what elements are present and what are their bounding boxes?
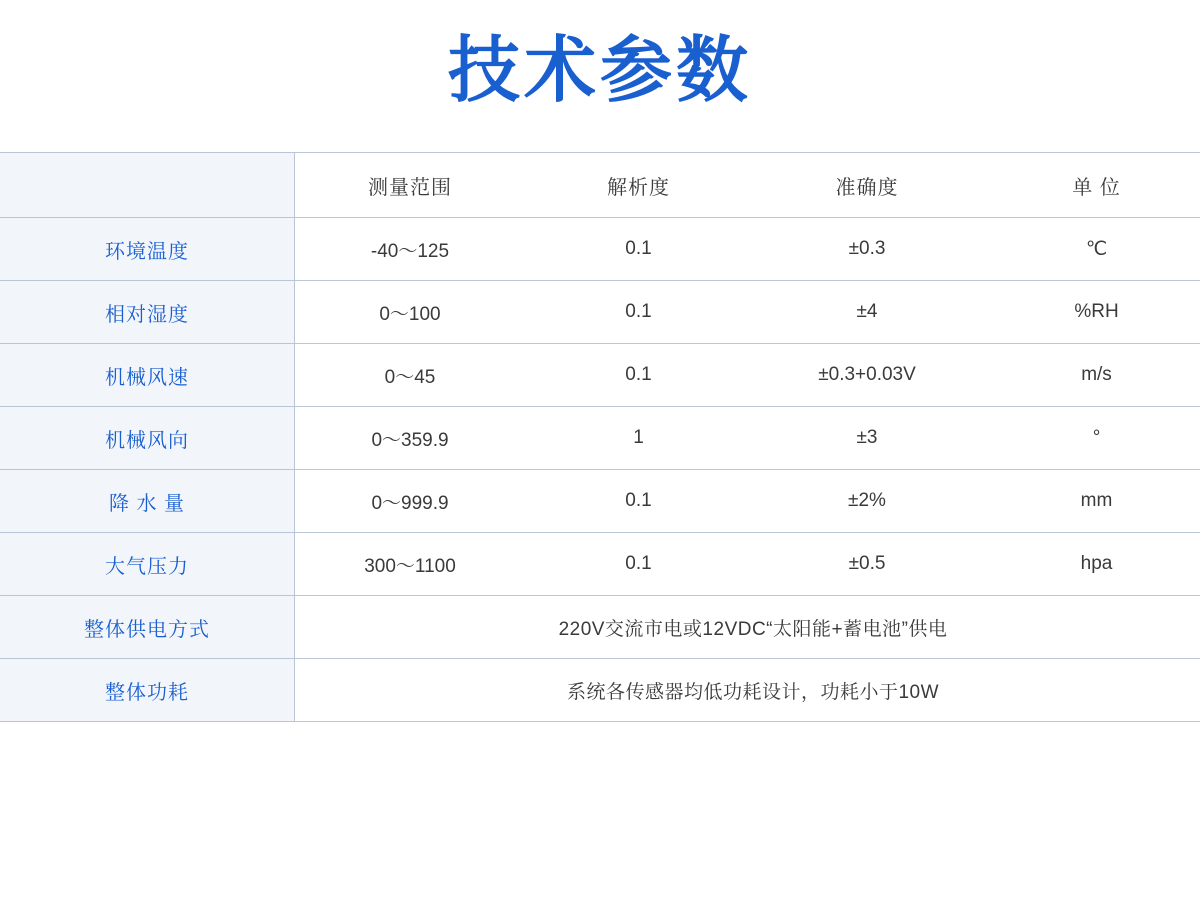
cell-resolution: 0.1 [525,218,752,281]
table-row [0,470,1200,533]
cell-unit: ℃ [982,218,1200,281]
row-label: 大气压力 [0,533,295,596]
cell-unit: m/s [982,344,1200,407]
cell-unit: ° [982,407,1200,470]
header-cell-blank [0,153,295,218]
cell-range: 0〜45 [295,344,526,407]
row-label: 整体功耗 [0,659,295,722]
cell-resolution: 1 [525,407,752,470]
cell-accuracy: ±2% [752,470,982,533]
bottom-spacer [0,722,1200,902]
spec-table-wrapper [0,152,1200,722]
cell-accuracy: ±0.3+0.03V [752,344,982,407]
row-label: 环境温度 [0,218,295,281]
cell-unit: %RH [982,281,1200,344]
cell-accuracy: ±4 [752,281,982,344]
cell-unit: hpa [982,533,1200,596]
page-title: 技术参数 [447,31,752,111]
header-cell-range: 测量范围 [295,153,526,218]
cell-range: -40〜125 [295,218,526,281]
table-row [0,344,1200,407]
header-cell-unit: 单 位 [982,153,1200,218]
cell-unit: mm [982,470,1200,533]
table-row [0,281,1200,344]
table-row [0,533,1200,596]
table-row-merged [0,596,1200,659]
row-label: 机械风向 [0,407,295,470]
row-label: 相对湿度 [0,281,295,344]
cell-range: 300〜1100 [295,533,526,596]
cell-accuracy: ±0.3 [752,218,982,281]
spec-table [0,152,1200,722]
table-row-merged [0,659,1200,722]
row-label: 机械风速 [0,344,295,407]
table-header-row [0,153,1200,218]
cell-resolution: 0.1 [525,533,752,596]
cell-range: 0〜359.9 [295,407,526,470]
row-label: 降 水 量 [0,470,295,533]
cell-resolution: 0.1 [525,281,752,344]
cell-resolution: 0.1 [525,470,752,533]
cell-range: 0〜100 [295,281,526,344]
cell-merged-value: 220V交流市电或12VDC“太阳能+蓄电池”供电 [295,596,1200,659]
cell-accuracy: ±3 [752,407,982,470]
header-cell-accuracy: 准确度 [752,153,982,218]
header-cell-resolution: 解析度 [525,153,752,218]
cell-range: 0〜999.9 [295,470,526,533]
cell-merged-value: 系统各传感器均低功耗设计，功耗小于10W [295,659,1200,722]
cell-resolution: 0.1 [525,344,752,407]
row-label: 整体供电方式 [0,596,295,659]
cell-accuracy: ±0.5 [752,533,982,596]
table-row [0,407,1200,470]
table-row [0,218,1200,281]
